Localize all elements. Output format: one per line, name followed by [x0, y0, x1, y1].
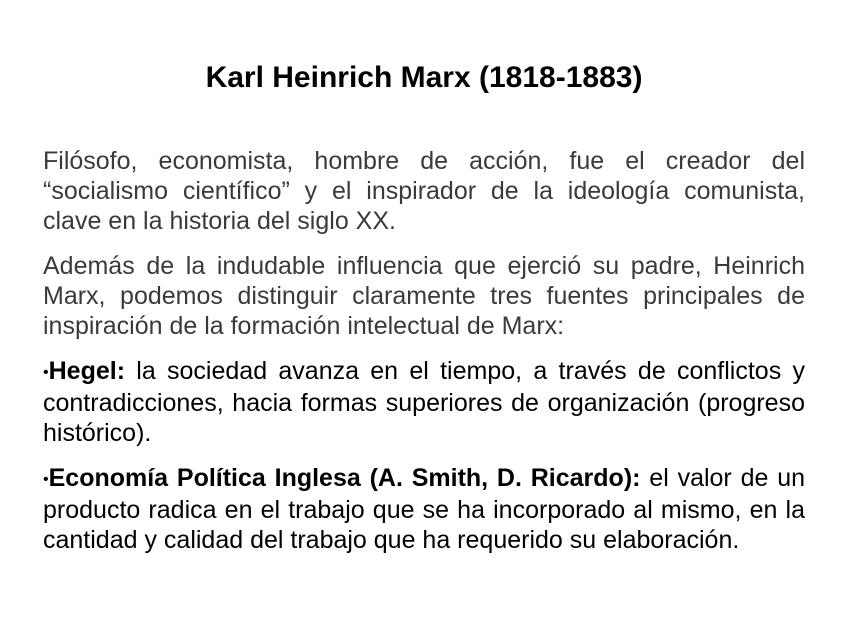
page-title: Karl Heinrich Marx (1818-1883) [205, 61, 643, 94]
bullet-marker: • [43, 364, 49, 381]
intro-paragraph: Filósofo, economista, hombre de acción, fue el creador del “socialismo científico” y el inspirador de la ideología comunista, clave en la historia del siglo XX. [43, 147, 805, 235]
bullet-heading: Hegel: [48, 357, 126, 385]
bullet-text: el valor de un producto radica en el trabajo que se ha incorporado al mismo, en la cantidad y calidad del trabajo que ha requerido su elaboración. [43, 464, 806, 554]
bullet-marker: • [43, 471, 49, 488]
sources-paragraph: Además de la indudable influencia que ejerció su padre, Heinrich Marx, podemos distinguir claramente tres fuentes principales de inspiración de la formación intelectual de Marx: [43, 252, 805, 340]
bullet-heading: Economía Política Inglesa (A. Smith, D. Ricardo): [48, 464, 641, 492]
bullet-item-hegel [43, 356, 805, 448]
bullet-item-economia [43, 463, 805, 555]
bullet-text: la sociedad avanza en el tiempo, a través de conflictos y contradicciones, hacia formas superiores de organización (progreso histórico). [43, 357, 805, 447]
slide-body [43, 146, 805, 555]
